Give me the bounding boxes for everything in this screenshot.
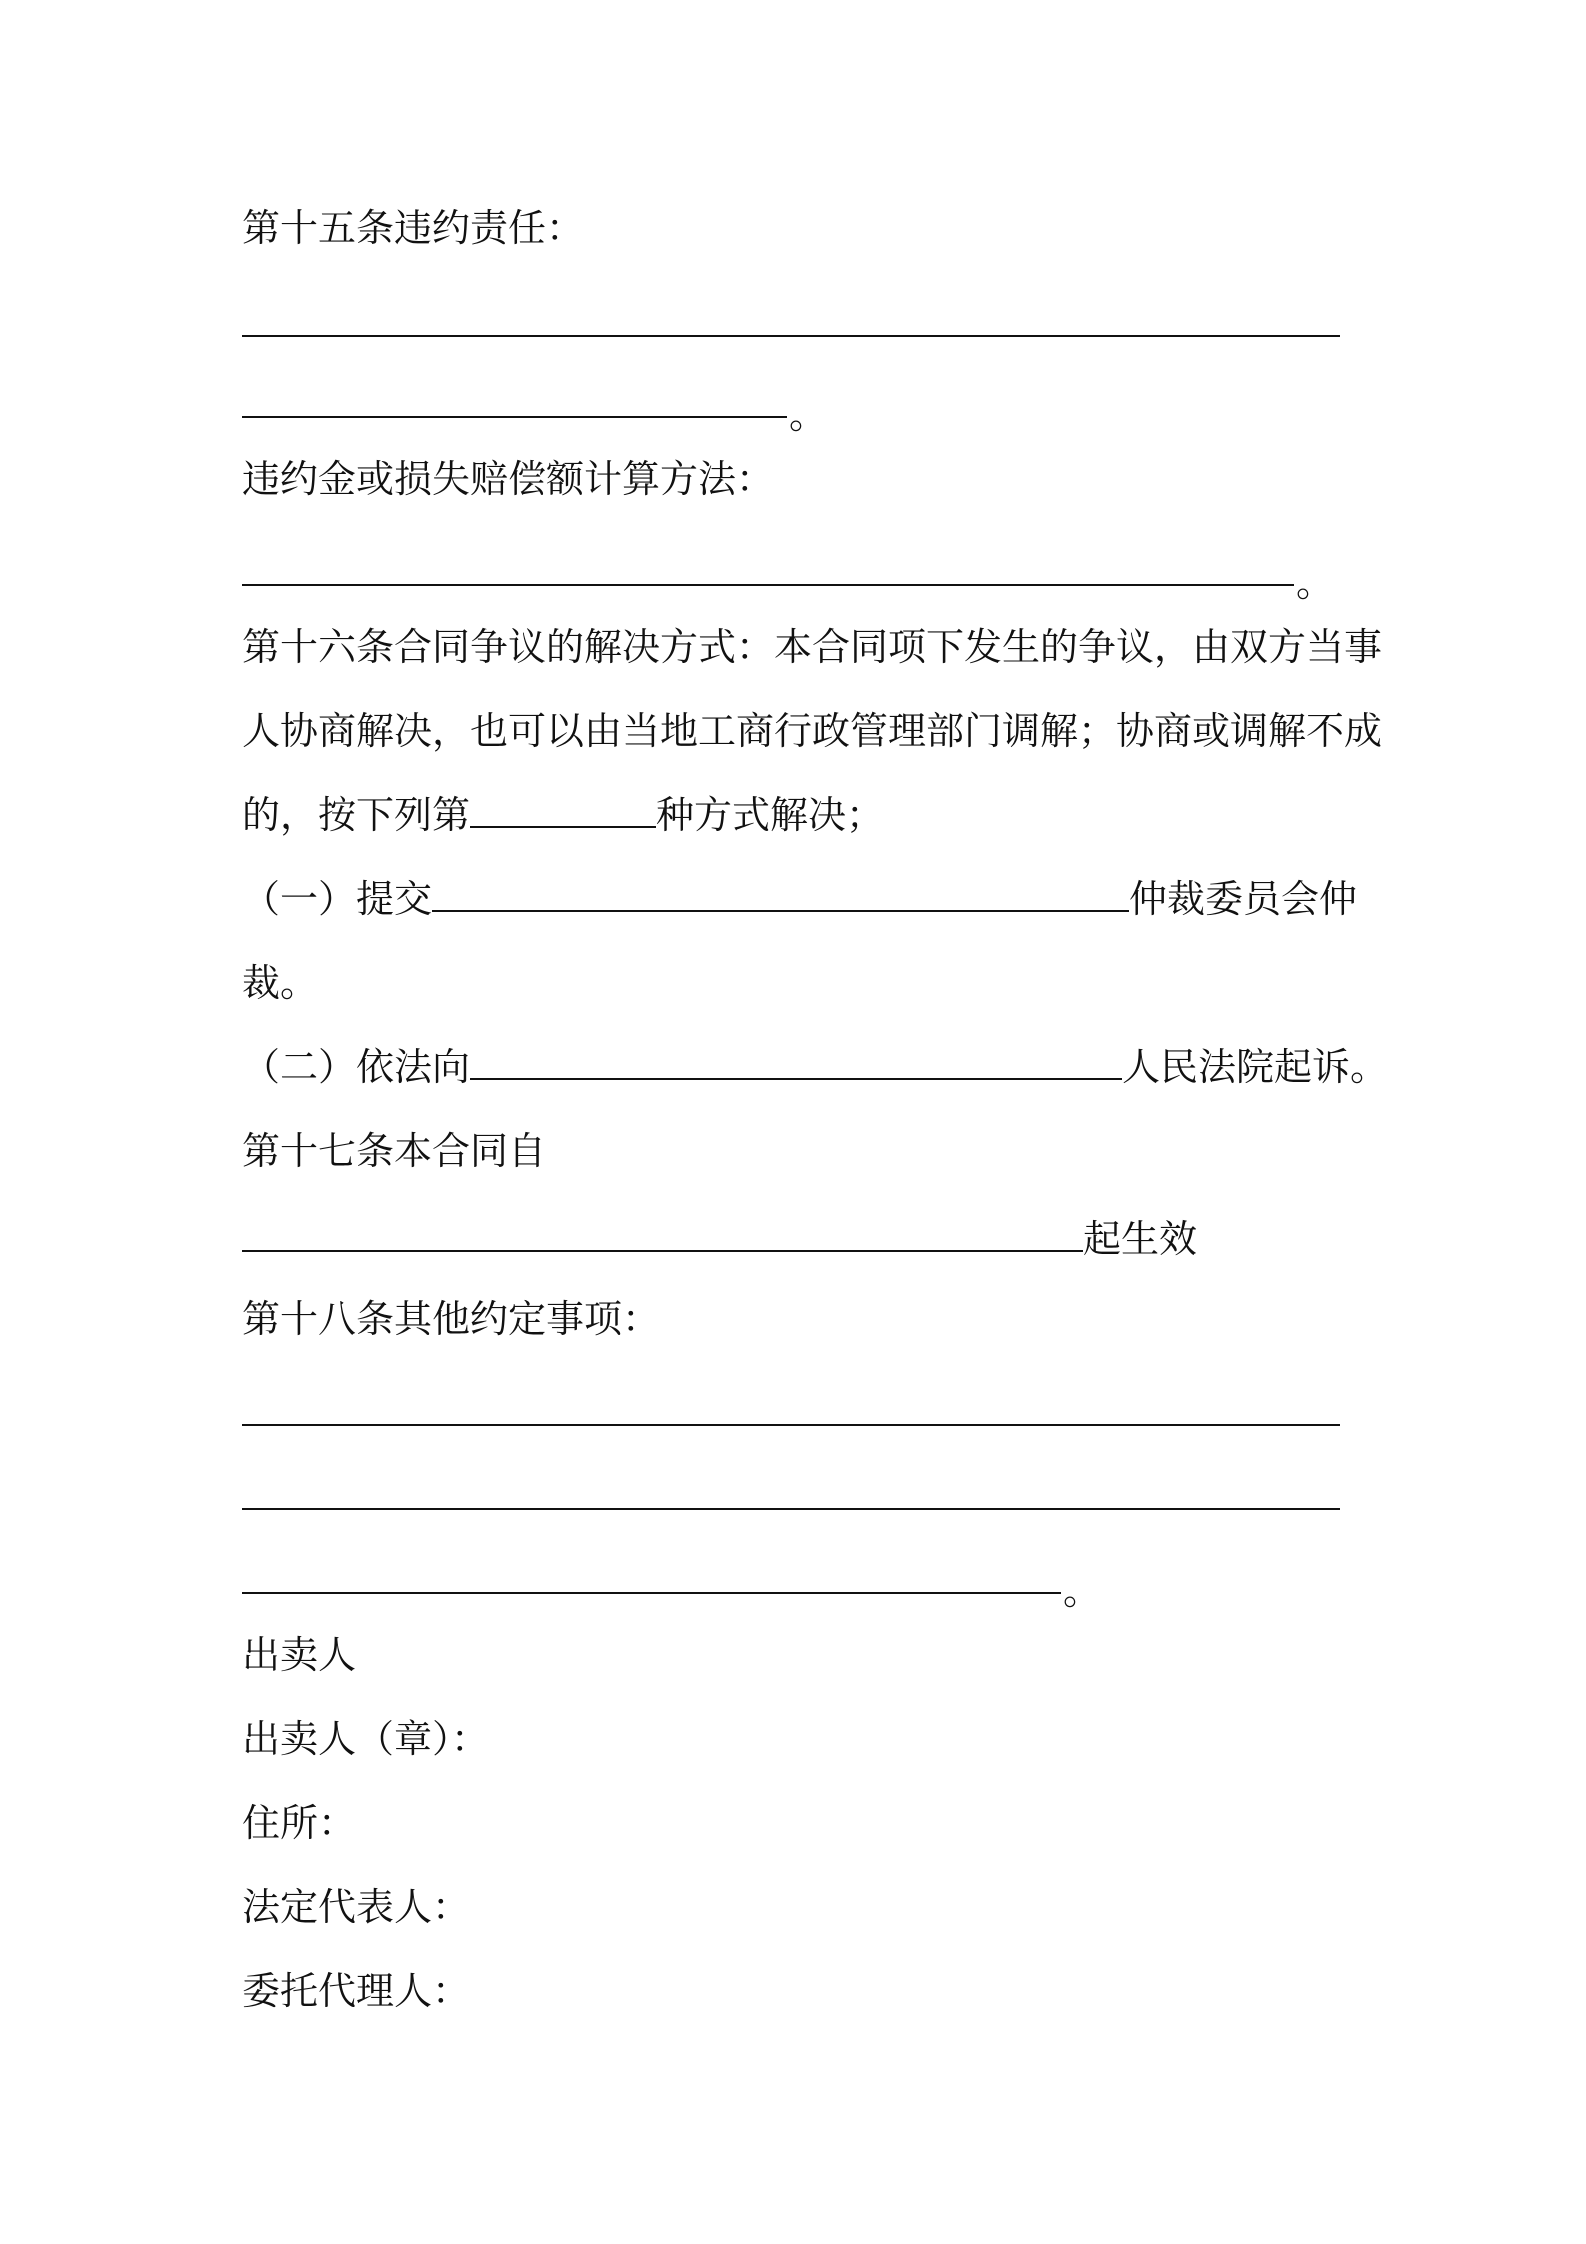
seller-address-label: 住所： [242,1801,357,1845]
arbitration-option-suffix: 仲裁委员会仲 [1129,877,1358,921]
penalty-end: 。 [1296,561,1335,605]
arbitration-option-continuation: 裁。 [242,961,319,1005]
article15-end: 。 [789,393,828,437]
seller-seal-label: 出卖人（章）： [242,1717,490,1761]
effective-condition-blank [242,1220,1083,1252]
penalty-label: 违约金或损失赔偿额计算方法： [242,457,775,501]
court-option-prefix: （二）依法向 [242,1045,471,1089]
method-number-blank [470,796,656,828]
article17-suffix: 起生效 [1083,1217,1198,1261]
article18-end: 。 [1063,1569,1102,1613]
article18-blank-line-3 [242,1592,1061,1594]
article15-blank-line-1 [242,335,1340,337]
seller-heading: 出卖人 [242,1633,357,1677]
article18-title: 第十八条其他约定事项： [242,1297,661,1341]
article18-blank-line-1 [242,1424,1340,1426]
court-option-line [242,1042,1388,1092]
article16-line-3-suffix: 种方式解决； [656,793,885,837]
article16-line-1: 第十六条合同争议的解决方式：本合同项下发生的争议，由双方当事 [242,625,1383,669]
seller-legal-rep-label: 法定代表人： [242,1885,471,1929]
arbitration-committee-blank [432,880,1129,912]
seller-agent-label: 委托代理人： [242,1969,471,2013]
article15-blank-line-2 [242,416,787,418]
court-name-blank [470,1048,1122,1080]
penalty-blank-line [242,584,1294,586]
court-option-suffix: 人民法院起诉。 [1122,1045,1389,1089]
arbitration-option-line [242,874,1357,924]
article18-blank-line-2 [242,1508,1340,1510]
article17-effective-line [242,1214,1197,1264]
article16-line-3-prefix: 的，按下列第 [242,793,471,837]
article15-title: 第十五条违约责任： [242,206,585,250]
arbitration-option-prefix: （一）提交 [242,877,433,921]
article17-title: 第十七条本合同自 [242,1129,547,1173]
article16-line-3 [242,790,884,840]
article16-line-2: 人协商解决，也可以由当地工商行政管理部门调解；协商或调解不成 [242,709,1383,753]
